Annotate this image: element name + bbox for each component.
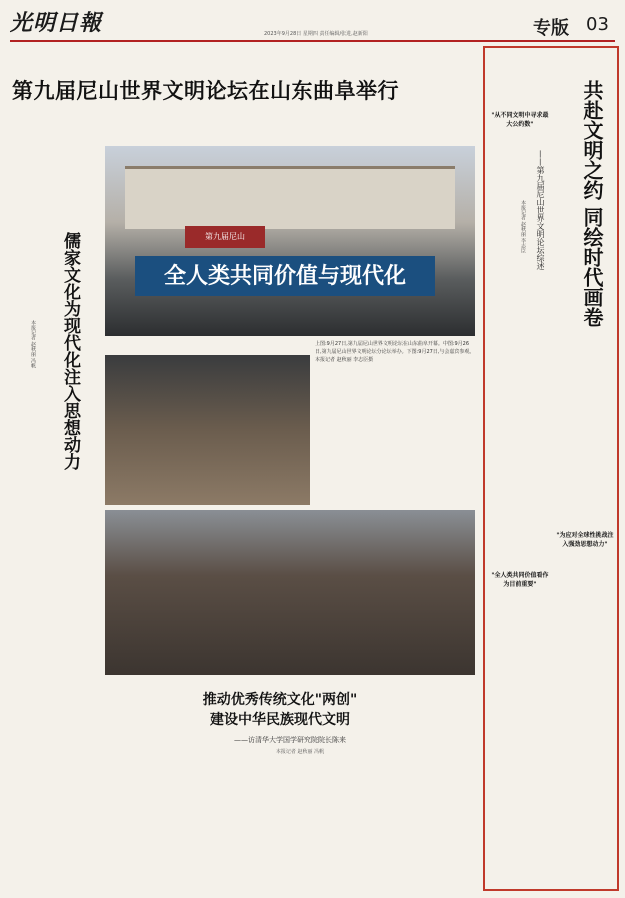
issue-meta: 2023年9月28日 星期四 责任编辑/张进,赵新阳 [264, 31, 368, 37]
right-feature-subtitle: ——第九届尼山世界文明论坛综述 [536, 150, 545, 270]
right-heading-3: "为应对全球性挑战注入强劲思想动力" [556, 532, 614, 548]
left-article-title: 儒家文化为现代化注入思想动力 [60, 232, 80, 470]
masthead-rule [10, 40, 615, 42]
bottom-photo [105, 510, 475, 675]
building-shape [125, 166, 455, 229]
photo-banner-small: 第九届尼山 [185, 226, 265, 248]
sub-headline-line2: 建设中华民族现代文明 [210, 712, 350, 728]
sub-headline [90, 690, 470, 730]
sub-headline-line1: 推动优秀传统文化"两创" [202, 692, 358, 708]
right-feature-author: 本报记者 赵秋丽 李志臣 [520, 200, 526, 254]
section-label: 专版 [533, 18, 569, 39]
photo-banner: 全人类共同价值与现代化 [135, 256, 435, 296]
right-heading-2: "全人类共同价值看作为目前重要" [491, 572, 549, 588]
sub-subtitle: ——访清华大学国学研究院院长陈来 [234, 736, 346, 744]
section-number: 03 [586, 14, 609, 35]
photo-caption: 上图:9月27日,第九届尼山世界文明论坛在山东曲阜开幕。中图:9月26日,第九届尼山世界文明论坛分论坛举办。下图:9月27日,与会嘉宾参观。本报记者 赵秋丽 李志臣摄 [315, 341, 475, 363]
middle-photo [105, 355, 310, 505]
main-headline: 第九届尼山世界文明论坛在山东曲阜举行 [12, 78, 399, 103]
left-article-author: 本报记者 赵秋丽 冯帆 [30, 320, 36, 369]
right-heading-1: "从不同文明中寻求最大公约数" [491, 112, 549, 128]
newspaper-logo: 光明日報 [10, 10, 103, 36]
sub-byline: 本报记者 赵秋丽 冯帆 [275, 749, 325, 755]
main-photo [105, 146, 475, 336]
right-feature-title: 共赴文明之约 同绘时代画卷 [580, 80, 604, 327]
